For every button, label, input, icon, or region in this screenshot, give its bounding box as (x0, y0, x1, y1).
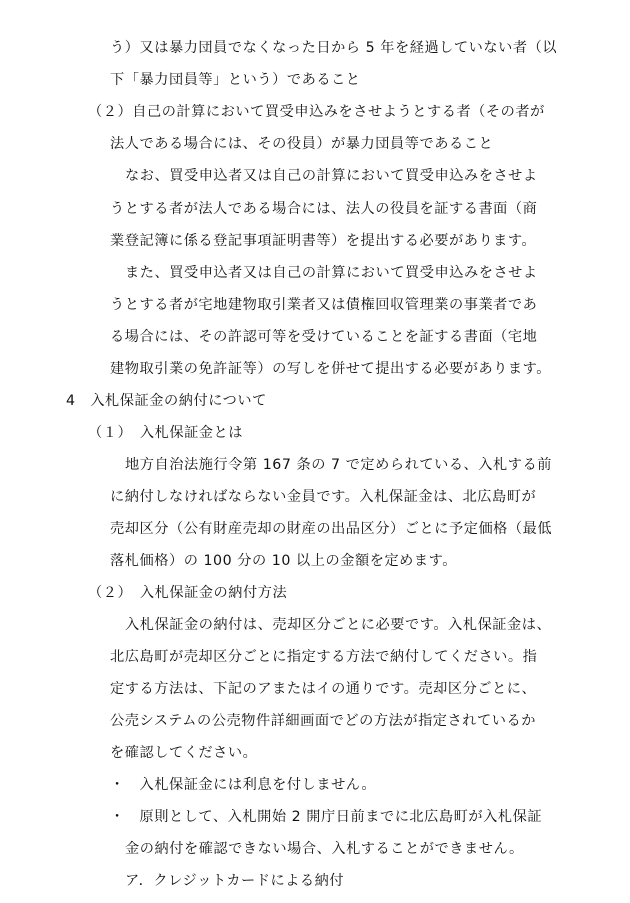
paragraph-line: 地方自治法施行令第 167 条の 7 で定められている、入札する前 (125, 457, 552, 473)
paragraph-line: を確認してください。 (110, 745, 258, 761)
paragraph-line: うとする者が宅地建物取引業者又は債権回収管理業の事業者であ (110, 297, 538, 313)
paragraph-line: 公売システムの公売物件詳細画面でどの方法が指定されているか (110, 713, 536, 729)
paragraph-line: うとする者が法人である場合には、法人の役員を証する書面（商 (110, 201, 538, 217)
paragraph-line: 業登記簿に係る登記事項証明書等）を提出する必要があります。 (110, 233, 537, 249)
list-item-heading: （２）自己の計算において買受申込みをさせようとする者（その者が (88, 104, 545, 120)
subsection-heading: （１） 入札保証金とは (88, 425, 244, 441)
paragraph-line: 入札保証金の納付は、売却区分ごとに必要です。入札保証金は、 (125, 617, 552, 633)
paragraph-line: 金の納付を確認できない場合、入札することができません。 (125, 841, 524, 857)
paragraph-line: 定する方法は、下記のアまたはイの通りです。売却区分ごとに、 (110, 681, 537, 697)
paragraph-line: う）又は暴力団員でなくなった日から 5 年を経過していない者（以 (110, 40, 558, 56)
paragraph-line: 建物取引業の免許証等）の写しを併せて提出する必要があります。 (110, 361, 551, 377)
paragraph-line: 北広島町が売却区分ごとに指定する方法で納付してください。指 (110, 649, 538, 665)
paragraph-line: る場合には、その許認可等を受けていることを証する書面（宅地 (110, 329, 538, 345)
paragraph-line: また、買受申込者又は自己の計算において買受申込みをさせよ (125, 265, 538, 281)
bullet-item: ・ 原則として、入札開始 2 開庁日前までに北広島町が入札保証 (110, 809, 543, 825)
paragraph-line: 下「暴力団員等」という）であること (110, 72, 361, 88)
subsection-heading: （２） 入札保証金の納付方法 (88, 585, 288, 601)
section-heading: 4 入札保証金の納付について (66, 393, 267, 409)
paragraph-line: 落札価格）の 100 分の 10 以上の金額を定めます。 (110, 553, 457, 569)
paragraph-line: なお、買受申込者又は自己の計算において買受申込みをさせよ (125, 168, 538, 184)
list-item-heading: ア．クレジットカードによる納付 (125, 873, 345, 889)
paragraph-line: 法人である場合には、その役員）が暴力団員等であること (110, 136, 494, 152)
paragraph-line: 売却区分（公有財産売却の財産の出品区分）ごとに予定価格（最低 (110, 521, 553, 537)
bullet-item: ・ 入札保証金には利息を付しません。 (110, 777, 377, 793)
paragraph-line: に納付しなければならない金員です。入札保証金は、北広島町が (110, 489, 537, 505)
